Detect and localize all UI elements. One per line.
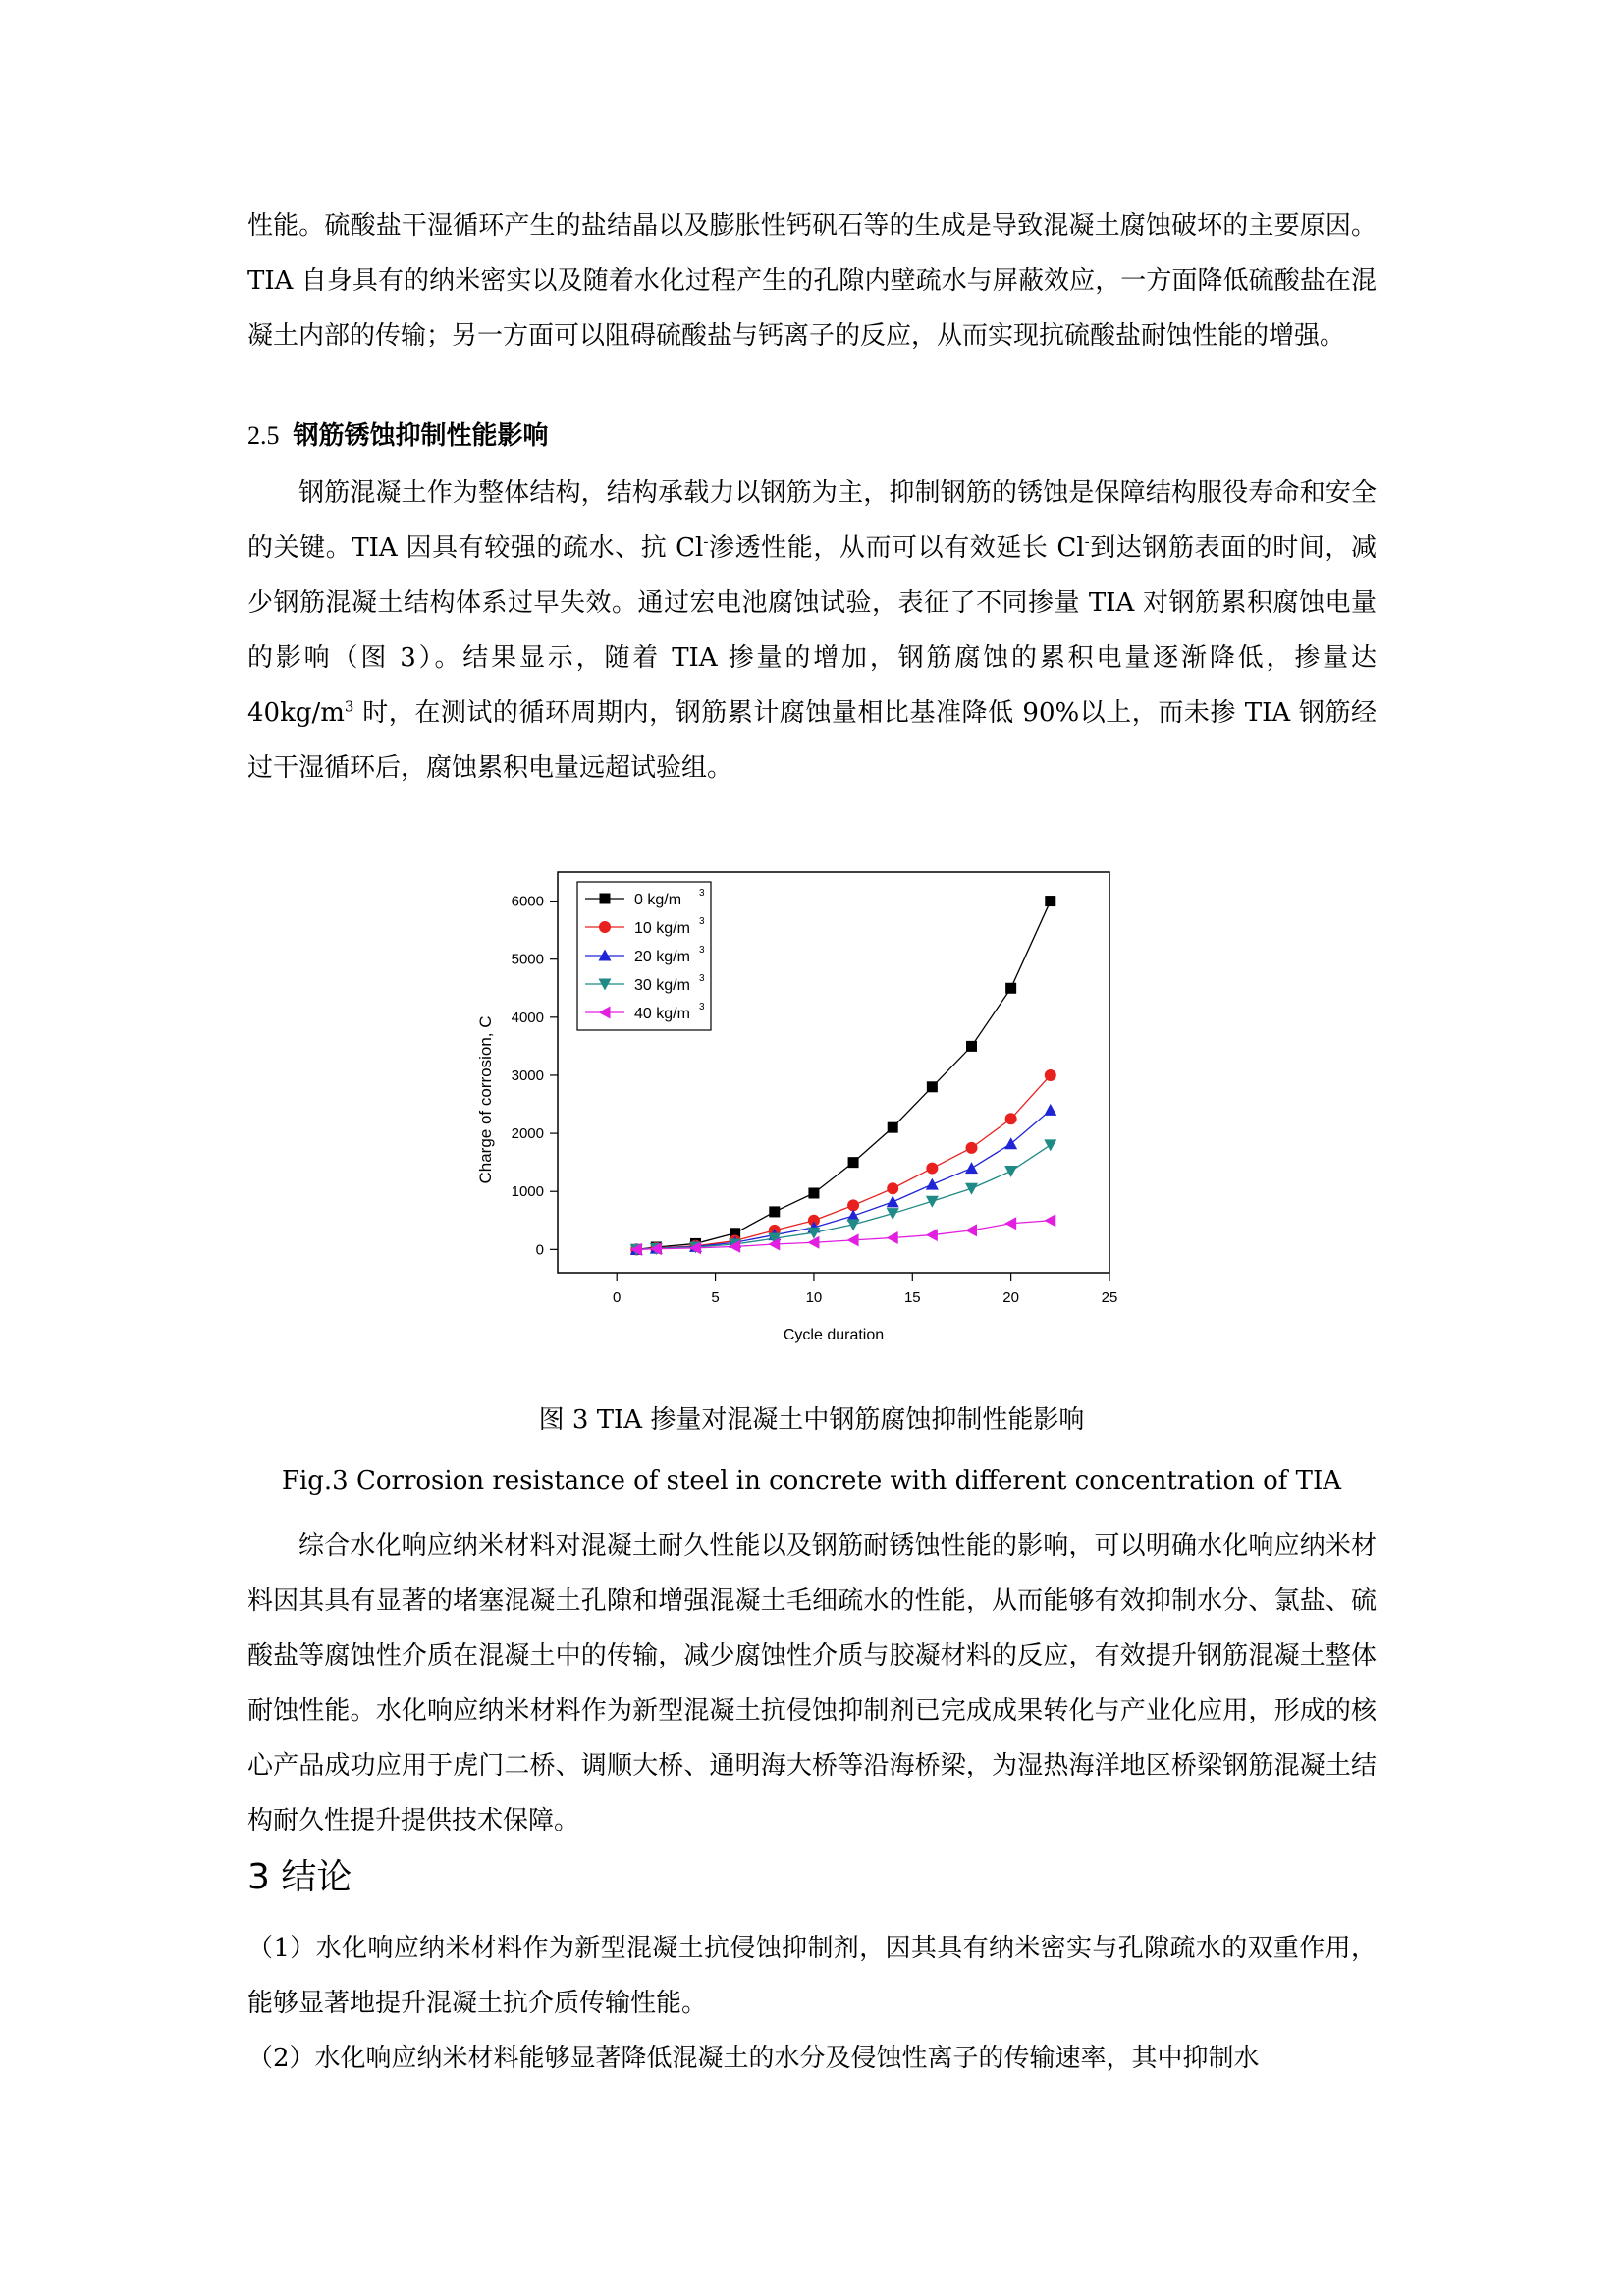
chloride-superscript-2: - <box>1084 532 1090 551</box>
section-2-5-number: 2.5 <box>247 421 280 450</box>
legend-label-1: 10 kg/m <box>634 920 690 937</box>
series-4-point-6 <box>847 1233 859 1246</box>
y-tick-label-3: 3000 <box>511 1066 544 1084</box>
series-1-point-7 <box>887 1182 898 1194</box>
x-tick-label-3: 15 <box>903 1289 921 1306</box>
legend-marker-0 <box>600 894 611 904</box>
section-2-5-title: 钢筋锈蚀抑制性能影响 <box>293 421 549 451</box>
series-1-point-10 <box>1005 1113 1017 1124</box>
paragraph-steel-corrosion <box>247 465 1377 795</box>
legend-label-sup-1: 3 <box>699 916 705 927</box>
series-0-point-5 <box>808 1187 819 1198</box>
series-0-point-4 <box>769 1206 780 1217</box>
figure-caption-chinese: 图 3 TIA 掺量对混凝土中钢筋腐蚀抑制性能影响 <box>538 1405 1085 1435</box>
paragraph-steel-corrosion-part-c: 到达钢筋表面的时间，减少钢筋混凝土结构体系过早失效。通过宏电池腐蚀试验，表征了不同掺量 TIA 对钢筋累积腐蚀电量的影响（图 3）。结果显示，随着 TIA 掺量的增加，钢筋腐蚀的累积电量逐渐降低，掺量达 40kg/m <box>247 533 1377 728</box>
series-0-point-10 <box>1005 983 1016 994</box>
conclusion-item-2: （2）水化响应纳米材料能够显著降低混凝土的水分及侵蚀性离子的传输速率，其中抑制水 <box>247 2044 1260 2073</box>
legend-label-2: 20 kg/m <box>634 949 690 965</box>
section-2-5-heading <box>247 416 549 456</box>
x-tick-label-1: 5 <box>711 1289 720 1306</box>
y-tick-label-2: 2000 <box>511 1125 544 1143</box>
paragraph-steel-corrosion-part-b: 渗透性能，从而可以有效延长 Cl <box>708 533 1085 563</box>
series-line-2 <box>636 1110 1050 1249</box>
series-0-point-11 <box>1045 896 1055 906</box>
cubic-superscript: 3 <box>344 697 354 716</box>
section-3-heading: 3 结论 <box>247 1857 352 1897</box>
paragraph-summary: 综合水化响应纳米材料对混凝土耐久性能以及钢筋耐锈蚀性能的影响，可以明确水化响应纳米材料因其具有显著的堵塞混凝土孔隙和增强混凝土毛细疏水的性能，从而能够有效抑制水分、氯盐、硫酸盐等腐蚀性介质在混凝土中的传输，减少腐蚀性介质与胶凝材料的反应，有效提升钢筋混凝土整体耐蚀性能。水化响应纳米材料作为新型混凝土抗侵蚀抑制剂已完成成果转化与产业化应用，形成的核心产品成功应用于虎门二桥、调顺大桥、通明海大桥等沿海桥梁，为湿热海洋地区桥梁钢筋混凝土结构耐久性提升提供技术保障。 <box>247 1531 1377 1835</box>
series-4-point-10 <box>1004 1217 1016 1230</box>
legend-label-sup-2: 3 <box>699 945 705 956</box>
series-4-point-7 <box>887 1231 898 1244</box>
legend-label-0: 0 kg/m <box>634 892 682 908</box>
y-axis-label: Charge of corrosion, C <box>476 1015 495 1184</box>
series-1-point-8 <box>926 1163 938 1175</box>
y-tick-label-6: 6000 <box>511 893 544 910</box>
series-2-point-11 <box>1044 1104 1056 1116</box>
series-3-point-9 <box>965 1183 978 1195</box>
figure-caption-english: Fig.3 Corrosion resistance of steel in concrete with different concentration of TIA <box>281 1466 1342 1496</box>
series-4-point-9 <box>965 1224 977 1236</box>
x-tick-label-2: 10 <box>805 1289 823 1306</box>
series-line-3 <box>636 1145 1050 1249</box>
legend-label-4: 40 kg/m <box>634 1006 690 1022</box>
legend-marker-1 <box>599 921 611 933</box>
series-0-point-6 <box>848 1157 859 1168</box>
y-tick-label-4: 4000 <box>511 1009 544 1026</box>
y-tick-label-5: 5000 <box>511 951 544 968</box>
corrosion-charge-chart <box>461 860 1168 1361</box>
paragraph-steel-corrosion-part-a: 钢筋混凝土作为整体结构，结构承载力以钢筋为主，抑制钢筋的锈蚀是保障结构服役寿命和安全的关键。TIA 因具有较强的疏水、抗 Cl <box>247 478 1377 563</box>
series-3-point-11 <box>1044 1139 1056 1151</box>
y-tick-label-1: 1000 <box>511 1183 544 1201</box>
legend-label-3: 30 kg/m <box>634 977 690 994</box>
series-0-point-9 <box>966 1041 977 1052</box>
series-3-point-7 <box>887 1208 899 1220</box>
series-1-point-11 <box>1045 1069 1056 1081</box>
x-tick-label-5: 25 <box>1101 1289 1118 1306</box>
series-0-point-8 <box>927 1081 938 1092</box>
legend-label-sup-3: 3 <box>699 973 705 984</box>
paragraph-steel-corrosion-part-d: 时，在测试的循环周期内，钢筋累计腐蚀量相比基准降低 90%以上，而未掺 TIA 钢筋经过干湿循环后，腐蚀累积电量远超试验组。 <box>247 698 1377 783</box>
series-2-point-8 <box>926 1178 939 1190</box>
series-4-point-8 <box>926 1229 938 1241</box>
conclusion-item-1: （1）水化响应纳米材料作为新型混凝土抗侵蚀抑制剂，因其具有纳米密实与孔隙疏水的双重作用，能够显著地提升混凝土抗介质传输性能。 <box>247 1934 1377 2018</box>
legend-label-sup-4: 3 <box>699 1002 705 1012</box>
paragraph-sulfate-end: 性能。硫酸盐干湿循环产生的盐结晶以及膨胀性钙矾石等的生成是导致混凝土腐蚀破坏的主要原因。TIA 自身具有的纳米密实以及随着水化过程产生的孔隙内壁疏水与屏蔽效应，一方面降低硫酸盐在混凝土内部的传输；另一方面可以阻碍硫酸盐与钙离子的反应，从而实现抗硫酸盐耐蚀性能的增强。 <box>247 211 1377 351</box>
series-3-point-8 <box>926 1196 939 1208</box>
series-3-point-10 <box>1004 1166 1017 1177</box>
series-4-point-11 <box>1044 1214 1055 1227</box>
x-axis-label: Cycle duration <box>783 1327 885 1343</box>
series-0-point-7 <box>888 1122 898 1133</box>
y-tick-label-0: 0 <box>535 1241 544 1259</box>
series-2-point-9 <box>965 1162 978 1174</box>
series-1-point-9 <box>966 1142 978 1154</box>
x-tick-label-0: 0 <box>613 1289 622 1306</box>
legend-label-sup-0: 3 <box>699 888 705 899</box>
x-tick-label-4: 20 <box>1002 1289 1019 1306</box>
series-line-1 <box>636 1075 1050 1249</box>
chloride-superscript-1: - <box>703 532 709 551</box>
series-2-point-7 <box>887 1195 899 1207</box>
